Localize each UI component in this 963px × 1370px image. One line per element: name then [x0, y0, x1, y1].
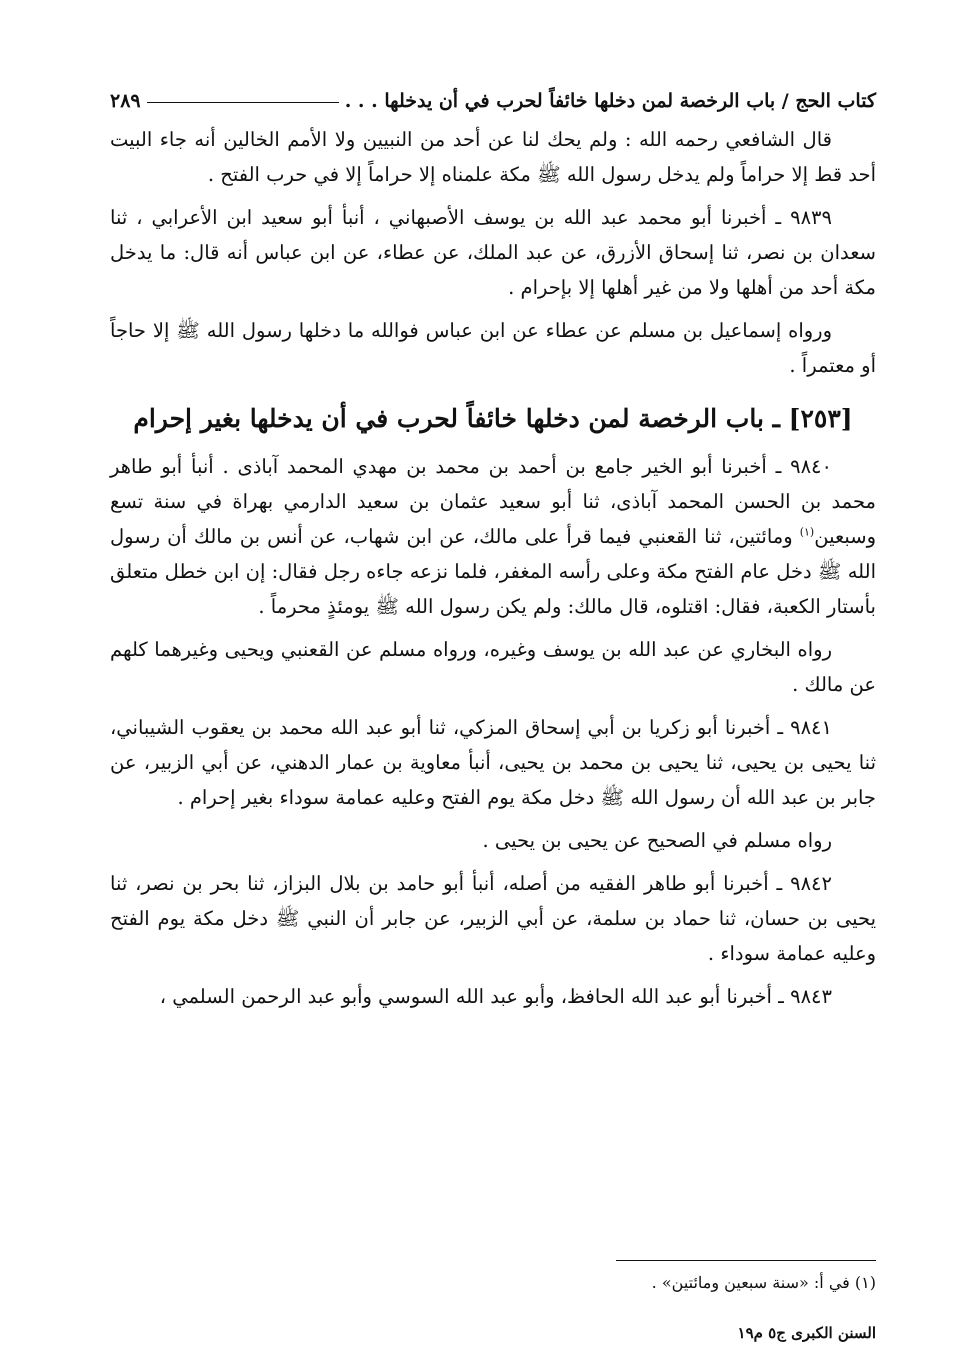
- hadith-9841: ٩٨٤١ ـ أخبرنا أبو زكريا بن أبي إسحاق المزكي، ثنا أبو عبد الله محمد بن يعقوب الشيباني، ثنا يحيى بن يحيى، ثنا يحيى بن محمد بن يحيى، أنبأ معاوية بن عمار الدهني، عن أبي الزبير، عن جابر بن عبد الله أن رسول الله ﷺ دخل مكة يوم الفتح وعليه عمامة سوداء بغير إحرام .: [110, 716, 876, 809]
- printer-signature: السنن الكبرى ج٥ م١٩: [737, 1324, 876, 1342]
- footnote: (١) في أ: «سنة سبعين ومائتين» .: [651, 1273, 876, 1292]
- footnote-separator: [616, 1260, 876, 1261]
- chapter-heading: [٢٥٣] ـ باب الرخصة لمن دخلها خائفاً لحرب في أن يدخلها بغير إحرام: [133, 404, 853, 433]
- paragraph-ismail: ورواه إسماعيل بن مسلم عن عطاء عن ابن عباس فوالله ما دخلها رسول الله ﷺ إلا حاجاً أو معتمراً .: [110, 319, 876, 377]
- hadith-9842: ٩٨٤٢ ـ أخبرنا أبو طاهر الفقيه من أصله، أنبأ أبو حامد بن بلال البزاز، ثنا بحر بن نصر، ثنا يحيى بن حسان، ثنا حماد بن سلمة، عن أبي الزبير، عن جابر أن النبي ﷺ دخل مكة يوم الفتح وعليه عمامة سوداء .: [110, 872, 876, 965]
- hadith-9840: [110, 449, 876, 624]
- paragraph-muslim: رواه مسلم في الصحيح عن يحيى بن يحيى .: [482, 829, 832, 852]
- footnote-reference: (١): [799, 525, 815, 539]
- paragraph-bukhari: رواه البخاري عن عبد الله بن يوسف وغيره، ورواه مسلم عن القعنبي ويحيى وغيرهما كلهم عن مالك .: [110, 638, 876, 696]
- hadith-9840-text-b: ومائتين، ثنا القعنبي فيما قرأ على مالك، عن ابن شهاب، عن أنس بن مالك أن رسول الله ﷺ دخل عام الفتح مكة وعلى رأسه المغفر، فلما نزعه جاءه رجل فقال: إن ابن خطل متعلق بأستار الكعبة، فقال: اقتلوه، قال مالك: ولم يكن رسول الله ﷺ يومئذٍ محرماً .: [110, 525, 876, 618]
- hadith-9839: ٩٨٣٩ ـ أخبرنا أبو محمد عبد الله بن يوسف الأصبهاني ، أنبأ أبو سعيد ابن الأعرابي ، ثنا سعدان بن نصر، ثنا إسحاق الأزرق، عن عبد الملك، عن عطاء، عن ابن عباس أنه قال: ما يدخل مكة أحد من أهلها ولا من غير أهلها إلا بإحرام .: [110, 206, 876, 299]
- paragraph-shafii: قال الشافعي رحمه الله : ولم يحك لنا عن أحد من النبيين ولا الأمم الخالين أنه جاء البيت أحد قط إلا حراماً ولم يدخل رسول الله ﷺ مكة علمناه إلا حراماً إلا في حرب الفتح .: [110, 128, 876, 186]
- page-number: ٢٨٩: [110, 90, 141, 112]
- hadith-9843: ٩٨٤٣ ـ أخبرنا أبو عبد الله الحافظ، وأبو عبد الله السوسي وأبو عبد الرحمن السلمي ،: [159, 985, 832, 1008]
- header-title: كتاب الحج / باب الرخصة لمن دخلها خائفاً لحرب في أن يدخلها . . .: [344, 90, 876, 112]
- running-header: [110, 78, 876, 112]
- hadith-9840-text-a: ٩٨٤٠ ـ أخبرنا أبو الخير جامع بن أحمد بن محمد بن مهدي المحمد آباذى . أنبأ أبو طاهر محمد بن الحسن المحمد آباذى، ثنا أبو سعيد عثمان بن سعيد الدارمي بهراة في سنة تسع وسبعين: [110, 455, 876, 548]
- book-page: [110, 78, 876, 1358]
- header-rule: [147, 102, 339, 103]
